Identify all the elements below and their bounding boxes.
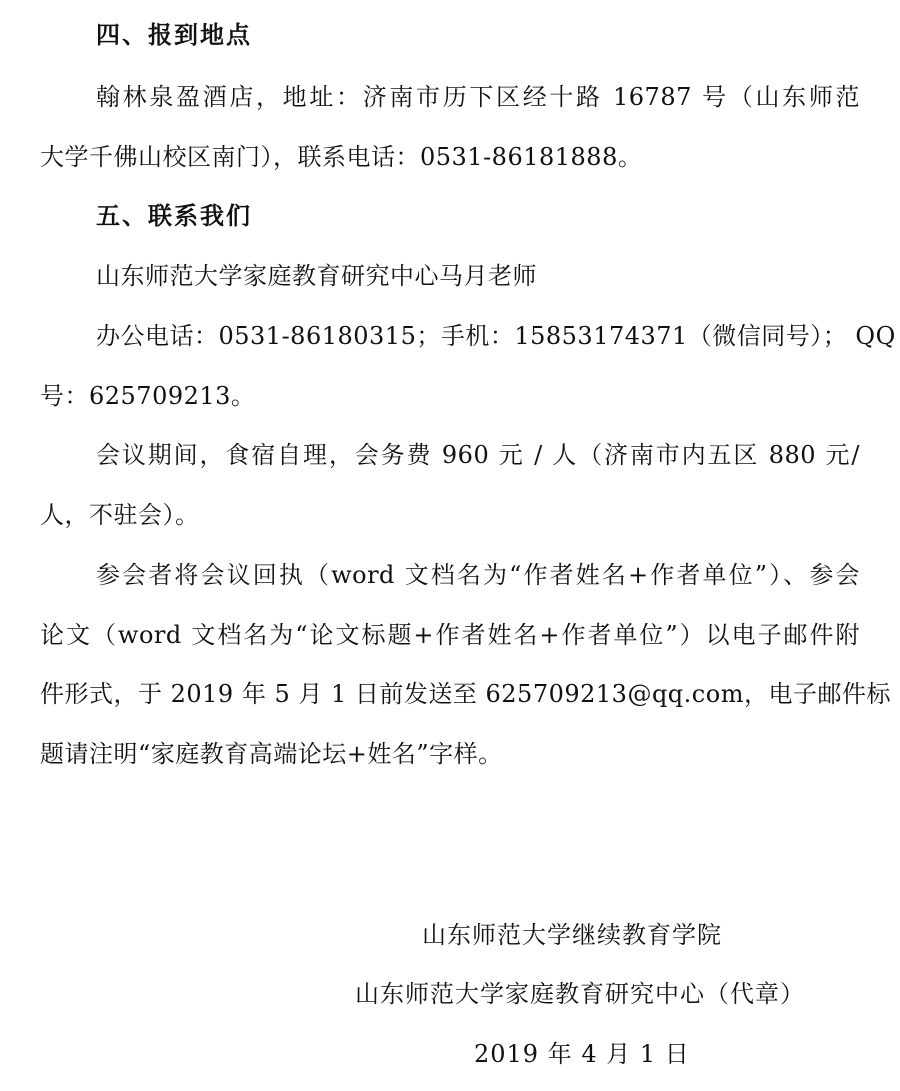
section-heading-location: 四、报到地点 [96, 20, 252, 49]
fee-line-1: 会议期间，食宿自理，会务费 960 元 / 人（济南市内五区 880 元/ [96, 441, 860, 469]
location-line-2: 大学千佛山校区南门），联系电话：0531-86181888。 [40, 143, 643, 171]
fee-line-2: 人，不驻会）。 [40, 501, 200, 529]
submission-line-2: 论文（word 文档名为“论文标题+作者姓名+作者单位”）以电子邮件附 [40, 621, 860, 649]
location-line-1: 翰林泉盈酒店，地址：济南市历下区经十路 16787 号（山东师范 [96, 83, 860, 111]
contact-person: 山东师范大学家庭教育研究中心马月老师 [96, 262, 537, 290]
section-heading-contact: 五、联系我们 [96, 201, 252, 230]
phone-line-2: 号：625709213。 [40, 382, 256, 410]
signature-org-1: 山东师范大学继续教育学院 [422, 921, 722, 949]
submission-line-1: 参会者将会议回执（word 文档名为“作者姓名+作者单位”）、参会 [96, 561, 860, 589]
signature-date: 2019 年 4 月 1 日 [474, 1040, 690, 1068]
signature-org-2: 山东师范大学家庭教育研究中心（代章） [355, 980, 805, 1008]
submission-line-3: 件形式，于 2019 年 5 月 1 日前发送至 625709213@qq.com，电子邮件标 [40, 680, 891, 708]
submission-line-4: 题请注明“家庭教育高端论坛+姓名”字样。 [40, 740, 503, 768]
phone-line-1: 办公电话：0531-86180315；手机：15853174371（微信同号）； QQ [96, 322, 896, 350]
